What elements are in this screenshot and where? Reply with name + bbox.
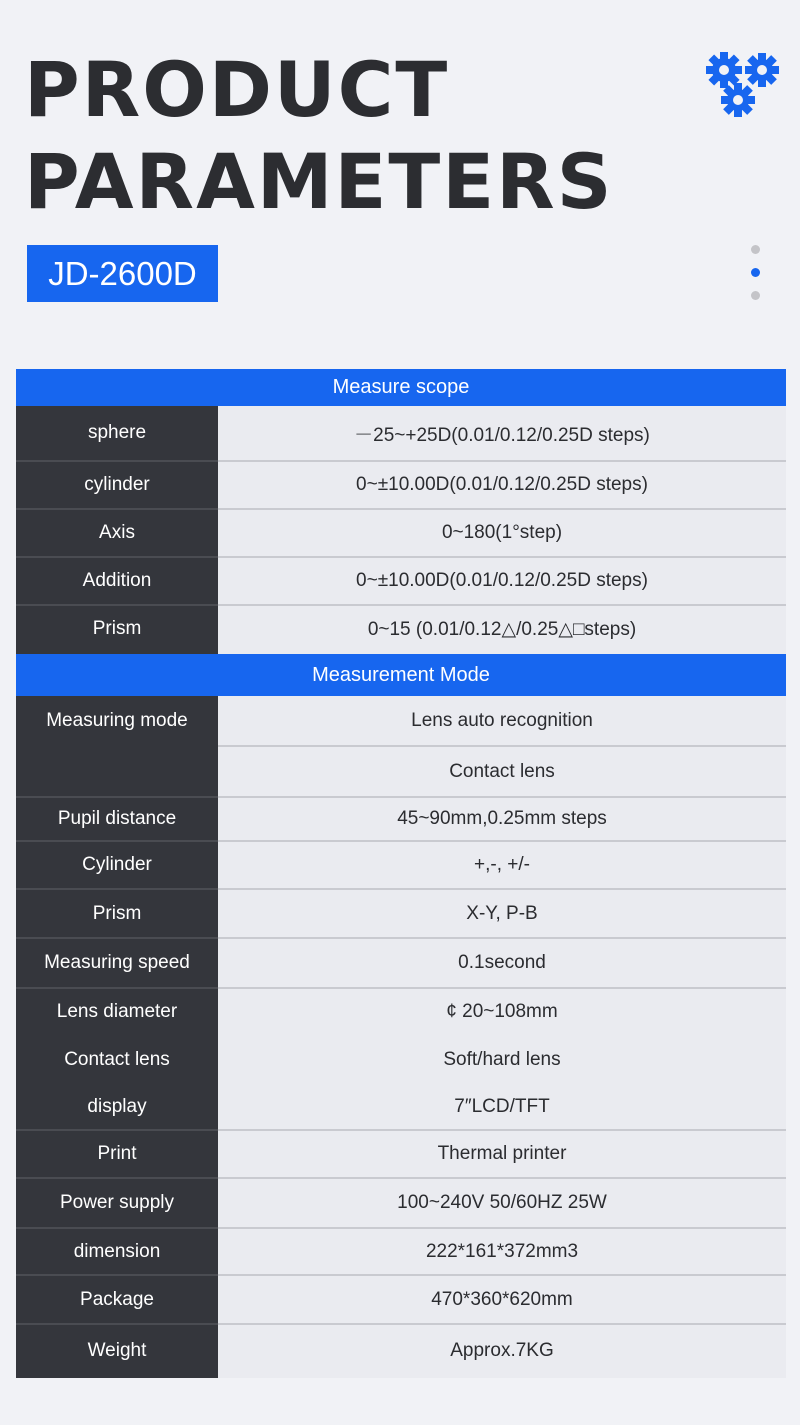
section-header-measurement-mode: Measurement Mode [16,654,786,696]
gears-icon [704,50,782,120]
title-line-2: PARAMETERS [24,137,614,226]
spec-row [16,989,786,1037]
spec-value: Lens auto recognition [218,696,786,747]
spec-label: Axis [16,510,218,558]
model-badge: JD-2600D [27,245,218,302]
spec-row [16,462,786,510]
spec-value: X-Y, P-B [218,890,786,939]
spec-row [16,1131,786,1179]
spec-row [16,406,786,462]
spec-value: Thermal printer [218,1131,786,1179]
spec-value: ¢ 20~108mm [218,989,786,1037]
spec-row [16,1037,786,1085]
spec-label: Prism [16,890,218,939]
spec-row [16,747,786,798]
spec-value: 0.1second [218,939,786,989]
spec-row [16,510,786,558]
spec-value: 0~±10.00D(0.01/0.12/0.25D steps) [218,462,786,510]
spec-label: Measuring mode [16,696,218,747]
spec-value: 45~90mm,0.25mm steps [218,798,786,842]
spec-row [16,798,786,842]
spec-value: Contact lens [218,747,786,798]
spec-label: Print [16,1131,218,1179]
spec-value: 0~180(1°step) [218,510,786,558]
spec-value: +,-, +/- [218,842,786,890]
pager [751,245,761,314]
spec-label [16,747,218,798]
spec-label: Lens diameter [16,989,218,1037]
title-line-1: PRODUCT [24,45,450,134]
spec-row [16,939,786,989]
spec-row [16,1229,786,1276]
spec-label: Contact lens [16,1037,218,1085]
spec-label: Power supply [16,1179,218,1229]
spec-value: 100~240V 50/60HZ 25W [218,1179,786,1229]
spec-row [16,1179,786,1229]
spec-row [16,890,786,939]
spec-label: Addition [16,558,218,606]
spec-label: cylinder [16,462,218,510]
spec-value: 470*360*620mm [218,1276,786,1325]
spec-row [16,1085,786,1131]
spec-label: dimension [16,1229,218,1276]
page-title [24,44,613,228]
spec-row [16,696,786,747]
spec-table [16,369,786,1378]
spec-value: 0~15 (0.01/0.12△/0.25△□steps) [218,606,786,654]
spec-row [16,558,786,606]
spec-label: Weight [16,1325,218,1378]
spec-label: sphere [16,406,218,462]
spec-row [16,1325,786,1378]
spec-value: Approx.7KG [218,1325,786,1378]
pager-dot[interactable] [751,291,760,300]
spec-label: Prism [16,606,218,654]
spec-row [16,1276,786,1325]
spec-label: Cylinder [16,842,218,890]
spec-value: 222*161*372mm3 [218,1229,786,1276]
spec-row [16,606,786,654]
spec-value: Soft/hard lens [218,1037,786,1085]
pager-dot[interactable] [751,245,760,254]
spec-label: display [16,1085,218,1131]
spec-value: 0~±10.00D(0.01/0.12/0.25D steps) [218,558,786,606]
spec-row [16,842,786,890]
pager-dot-active[interactable] [751,268,760,277]
spec-label: Package [16,1276,218,1325]
section-header-measure-scope: Measure scope [16,369,786,406]
spec-label: Pupil distance [16,798,218,842]
spec-value: －25~+25D(0.01/0.12/0.25D steps) [218,406,786,462]
spec-label: Measuring speed [16,939,218,989]
spec-value: 7″LCD/TFT [218,1085,786,1131]
